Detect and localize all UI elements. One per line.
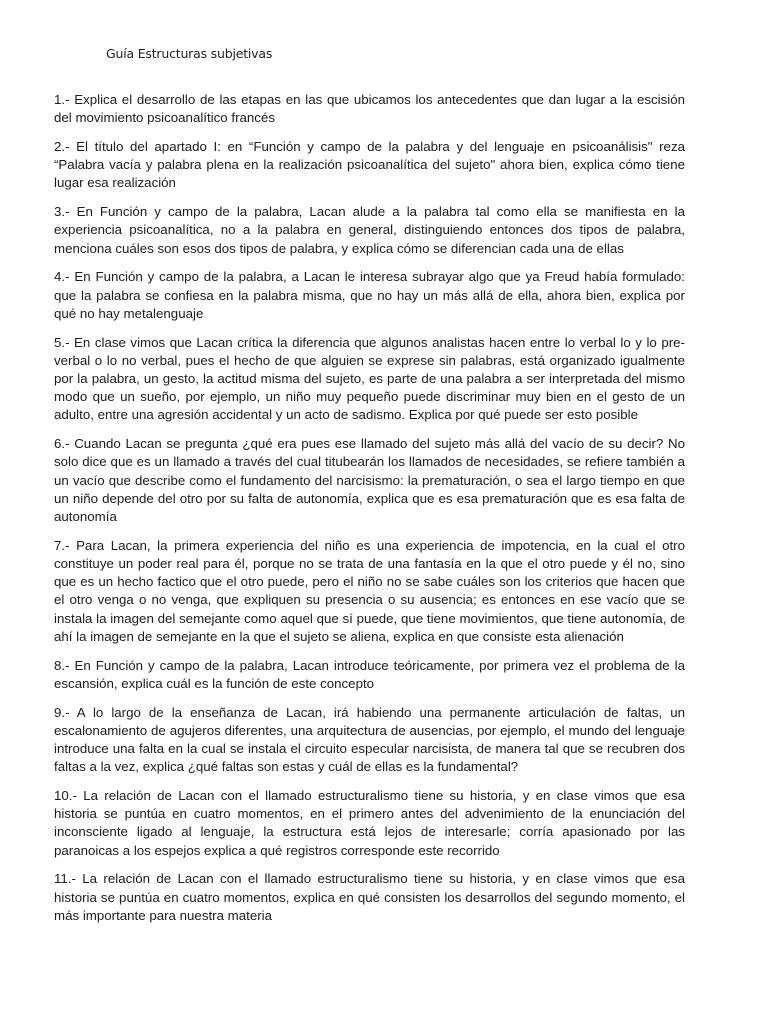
question-list (54, 91, 685, 936)
question-item: 6.- Cuando Lacan se pregunta ¿qué era pues ese llamado del sujeto más allá del vacío de su decir? No solo dice que es un llamado a través del cual titubearán los llamados de necesidades, se refiere también a un vacío que describe como el fundamento del narcisismo: la prematuración, o sea el largo tiempo en que un niño depende del otro por su falta de autonomía, explica que es esa prematuración que es esa falta de autonomía (54, 436, 685, 525)
question-item: 2.- El título del apartado I: en “Función y campo de la palabra y del lenguaje en psicoanálisis" reza “Palabra vacía y palabra plena en la realización psicoanalítica del sujeto" ahora bien, explica cómo tiene lugar esa realización (54, 139, 685, 191)
question-item: 8.- En Función y campo de la palabra, Lacan introduce teóricamente, por primera vez el problema de la escansión, explica cuál es la función de este concepto (54, 657, 685, 691)
question-item: 9.- A lo largo de la enseñanza de Lacan, irá habiendo una permanente articulación de faltas, un escalonamiento de agujeros diferentes, una arquitectura de ausencias, por ejemplo, el mundo del lenguaje introduce una falta en la cual se instala el circuito especular narcisista, de manera tal que se recubren dos faltas a la vez, explica ¿qué faltas son estas y cuál de ellas es la fundamental? (54, 704, 685, 775)
document-title: Guía Estructuras subjetivas (106, 46, 273, 61)
question-item: 11.- La relación de Lacan con el llamado estructuralismo tiene su historia, y en clase vimos que esa historia se puntúa en cuatro momentos, explica en qué consisten los desarrollos del segundo momento, el más importante para nuestra materia (54, 871, 685, 923)
question-item: 4.- En Función y campo de la palabra, a Lacan le interesa subrayar algo que ya Freud había formulado: que la palabra se confiesa en la palabra misma, que no hay un más allá de ella, ahora bien, explica por qué no hay metalenguaje (54, 269, 685, 321)
question-item: 7.- Para Lacan, la primera experiencia del niño es una experiencia de impotencia, en la cual el otro constituye un poder real para él, porque no se trata de una fantasía en la que el otro puede y él no, sino que es un hecho factico que el otro puede, pero el niño no se sabe cuáles son los criterios que hacen que el otro venga o no venga, que expliquen su presencia o su ausencia; es entonces en ese vacío que se instala la imagen del semejante como aquel que sí puede, que tiene movimientos, que tiene autonomía, de ahí la imagen de semejante en la que el sujeto se aliena, explica en que consiste esta alienación (54, 537, 685, 644)
question-item: 1.- Explica el desarrollo de las etapas en las que ubicamos los antecedentes que dan lugar a la escisión del movimiento psicoanalítico francés (54, 92, 685, 126)
question-item: 10.- La relación de Lacan con el llamado estructuralismo tiene su historia, y en clase vimos que esa historia se puntúa en cuatro momentos, en el primero antes del advenimiento de la enunciación del inconsciente ligado al lenguaje, la estructura está lejos de interesarle; corría apasionado por las paranoicas a los espejos explica a qué registros corresponde este recorrido (54, 788, 685, 858)
question-item: 5.- En clase vimos que Lacan crítica la diferencia que algunos analistas hacen entre lo verbal lo y lo pre-verbal o lo no verbal, pues el hecho de que alguien se exprese sin palabras, está organizado igualmente por la palabra, un gesto, la actitud misma del sujeto, es parte de una palabra a ser interpretada del mismo modo que un sueño, por ejemplo, un niño muy pequeño puede discriminar muy bien en el gesto de un adulto, entre una agresión accidental y un acto de sadismo. Explica por qué puede ser esto posible (54, 334, 685, 423)
question-item: 3.- En Función y campo de la palabra, Lacan alude a la palabra tal como ella se manifiesta en la experiencia psicoanalítica, no a la palabra en general, distinguiendo entonces dos tipos de palabra, menciona cuáles son esos dos tipos de palabra, y explica cómo se diferencian cada una de ellas (54, 204, 685, 256)
